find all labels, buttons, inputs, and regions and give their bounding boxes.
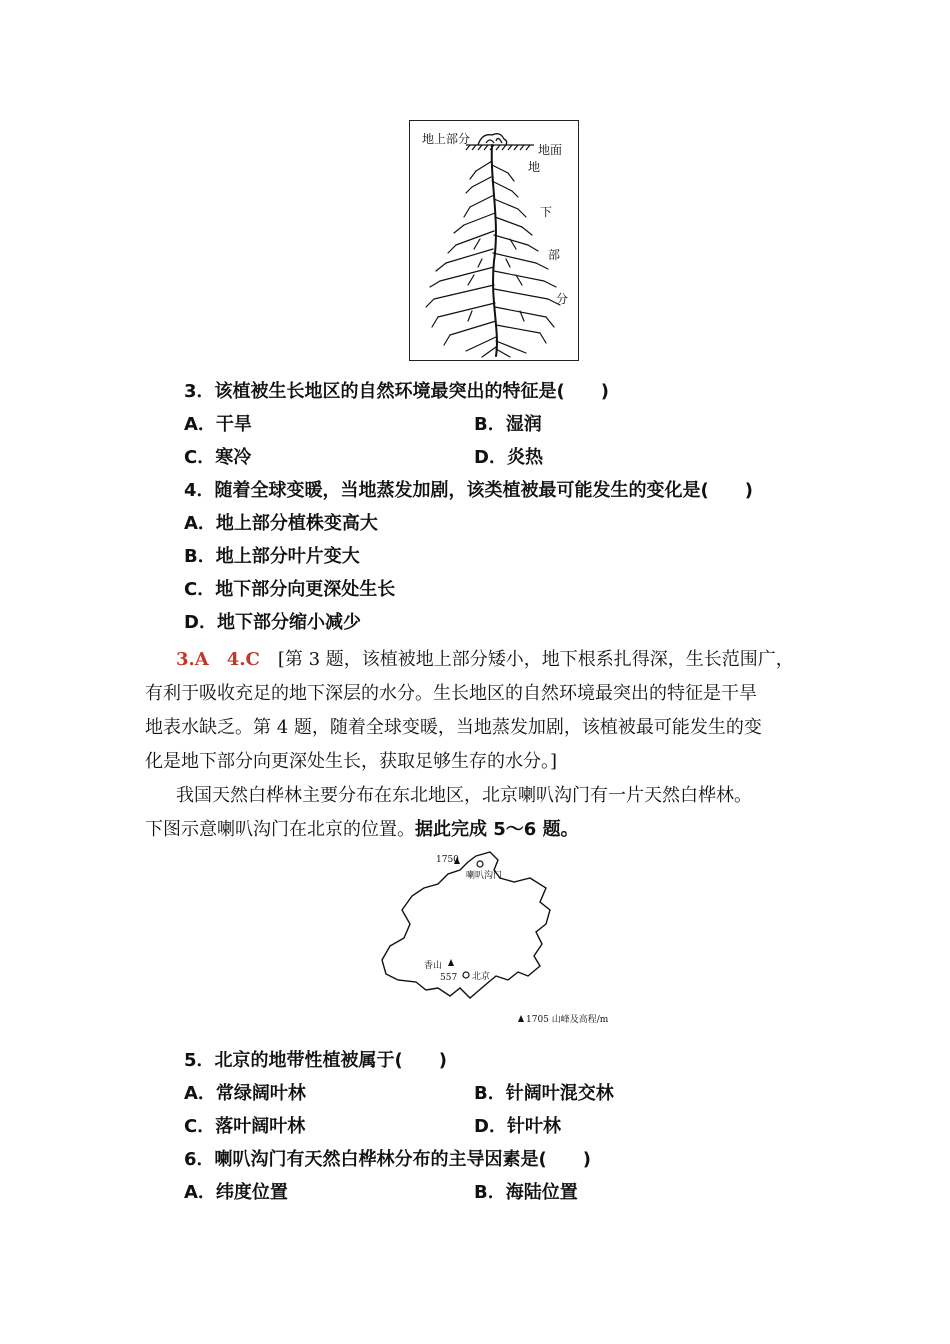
xiangshan-elevation: 557	[440, 973, 458, 983]
beijing-city-marker	[463, 972, 469, 978]
beijing-map-figure	[380, 848, 620, 1028]
question-3-option-a: A．干旱	[184, 414, 252, 435]
ground-label: 地面	[538, 143, 563, 157]
question-3-stem: 3．该植被生长地区的自然环境最突出的特征是( )	[184, 381, 609, 402]
question-5-option-a: A．常绿阔叶林	[184, 1083, 306, 1104]
question-5-option-c: C．落叶阔叶林	[184, 1116, 306, 1137]
root-system	[426, 145, 560, 357]
question-6-option-b: B．海陆位置	[474, 1182, 578, 1203]
question-4-option-d: D．地下部分缩小减少	[184, 612, 361, 633]
question-6-option-a: A．纬度位置	[184, 1182, 288, 1203]
answer-keys: 3.A 4.C	[176, 649, 260, 670]
legend-peak-icon	[518, 1015, 524, 1022]
answer-3-4-line-1	[176, 645, 794, 671]
answer-explanation-line-1: [第 3 题，该植被地上部分矮小，地下根系扎得深，生长范围广，	[277, 649, 794, 670]
xiangshan-label: 香山	[424, 961, 443, 971]
map-legend: 1705 山峰及高程/m	[526, 1015, 609, 1025]
below-label-char-4: 分	[556, 292, 569, 306]
below-label-char-3: 部	[548, 248, 561, 262]
root-diagram-figure	[409, 120, 579, 361]
above-ground-label: 地上部分	[422, 132, 471, 146]
labagoumen-label: 喇叭沟门	[466, 871, 503, 881]
ground-line	[466, 145, 534, 150]
intro-line-2-bold: 据此完成 5～6 题。	[415, 819, 579, 840]
root-diagram-svg	[410, 121, 578, 360]
question-4-stem: 4．随着全球变暖，当地蒸发加剧，该类植被最可能发生的变化是( )	[184, 480, 753, 501]
question-4-option-b: B．地上部分叶片变大	[184, 546, 360, 567]
plant-shoot-icon	[478, 134, 507, 145]
below-label-char-2: 下	[540, 205, 553, 219]
beijing-map-svg	[380, 848, 620, 1028]
question-6-stem: 6．喇叭沟门有天然白桦林分布的主导因素是( )	[184, 1149, 591, 1170]
peak-icon-xiangshan	[448, 959, 454, 966]
question-5-option-d: D．针叶林	[474, 1116, 561, 1137]
question-5-stem: 5．北京的地带性植被属于( )	[184, 1050, 447, 1071]
question-4-option-c: C．地下部分向更深处生长	[184, 579, 396, 600]
question-5-option-b: B．针阔叶混交林	[474, 1083, 614, 1104]
question-3-option-c: C．寒冷	[184, 447, 252, 468]
question-4-option-a: A．地上部分植株变高大	[184, 513, 378, 534]
intro-line-2-plain: 下图示意喇叭沟门在北京的位置。	[145, 819, 415, 840]
answer-explanation-line-4: 化是地下部分向更深处生长，获取足够生存的水分。]	[145, 751, 558, 772]
below-label-char-1: 地	[528, 160, 541, 174]
answer-explanation-line-2: 有利于吸收充足的地下深层的水分。生长地区的自然环境最突出的特征是干旱	[145, 683, 757, 704]
question-3-option-d: D．炎热	[474, 447, 543, 468]
intro-line-2	[145, 815, 579, 841]
labagoumen-marker	[477, 861, 483, 867]
intro-line-1: 我国天然白桦林主要分布在东北地区，北京喇叭沟门有一片天然白桦林。	[176, 785, 752, 806]
answer-explanation-line-3: 地表水缺乏。第 4 题，随着全球变暖，当地蒸发加剧，该植被最可能发生的变	[145, 717, 762, 738]
peak-1750-elevation: 1750	[436, 855, 459, 865]
question-3-option-b: B．湿润	[474, 414, 542, 435]
beijing-city-label: 北京	[472, 972, 491, 982]
